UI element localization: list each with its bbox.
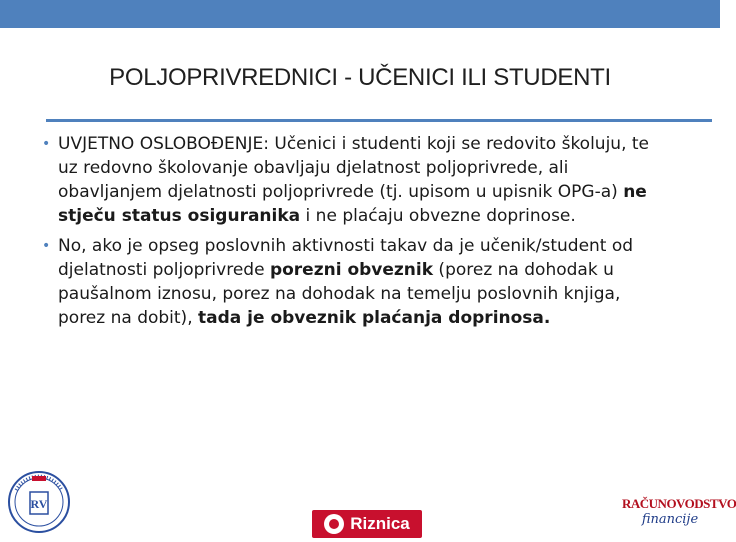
association-seal-logo [6, 462, 72, 538]
bold-text-run: tada je obveznik plaćanja doprinosa. [198, 308, 551, 328]
financije-logo-text: financije [641, 512, 699, 527]
racunovodstvo-financije-logo [622, 496, 736, 538]
bullet-marker: • [42, 238, 51, 254]
seal-text: RV [30, 497, 48, 511]
crest-icon [324, 514, 344, 534]
bullet-text [58, 236, 633, 328]
bold-text-run: porezni obveznik [269, 260, 434, 280]
bold-text-run: ne stječu status osiguranika [58, 182, 647, 226]
bullet-item [36, 234, 672, 330]
bullet-item [36, 132, 672, 228]
seal-icon [6, 462, 72, 538]
riznica-logo-text: Riznica [350, 514, 410, 533]
text-run: UVJETNO OSLOBOĐENJE: Učenici i studenti koji se redovito školuju, te uz redovno školovanje obavljaju djelatnost poljoprivrede, ali obavljanjem djelatnosti poljoprivrede (tj. upisom u upisnik OPG-a) [58, 134, 650, 202]
text-run: (porez na dohodak u paušalnom iznosu, porez na dohodak na temelju poslovnih knjiga, porez na dobit), [58, 260, 621, 328]
text-run: i ne plaćaju obvezne doprinose. [300, 206, 576, 226]
slide-title: POLJOPRIVREDNICI - UČENICI ILI STUDENTI [109, 64, 611, 91]
racunovodstvo-logo-text: RAČUNOVODSTVO [622, 496, 736, 511]
riznica-logo [312, 510, 422, 538]
title-divider [46, 119, 712, 122]
bullet-text [58, 134, 649, 226]
top-accent-bar [0, 0, 720, 28]
slide-content [36, 132, 672, 336]
bullet-marker: • [42, 136, 51, 152]
text-run: No, ako je opseg poslovnih aktivnosti takav da je učenik/student od djelatnosti poljoprivrede [58, 236, 634, 280]
